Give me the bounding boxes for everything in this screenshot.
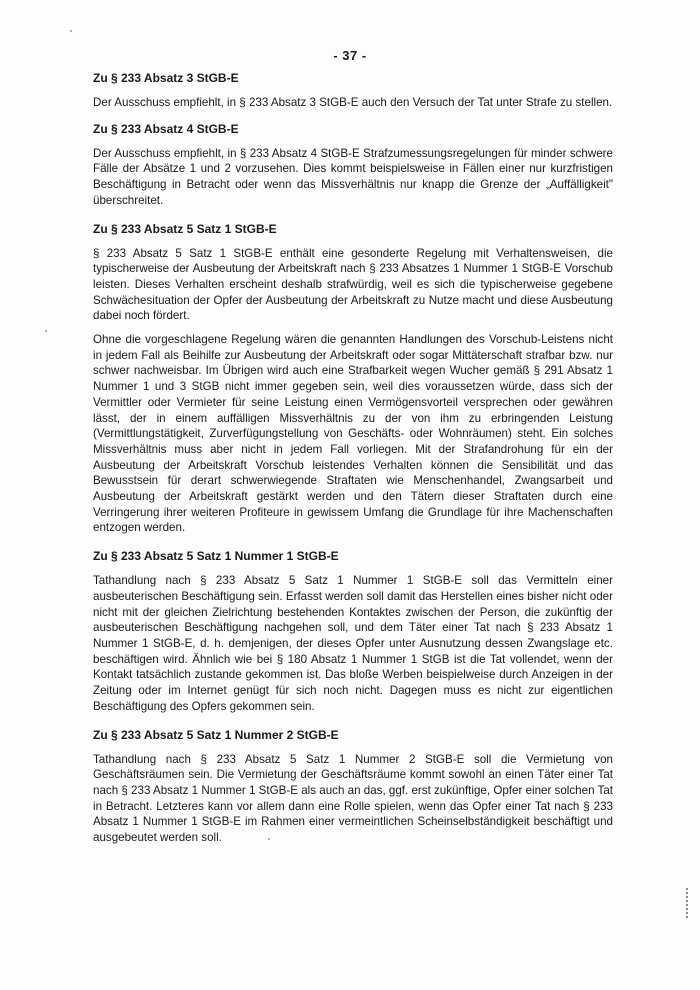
section-heading: Zu § 233 Absatz 5 Satz 1 StGB-E (93, 221, 277, 236)
scan-speck (45, 330, 47, 332)
section-absatz-5-satz-1-nummer-2 (93, 727, 613, 846)
section-absatz-3 (93, 70, 613, 111)
scan-edge-mark (686, 888, 694, 918)
section-absatz-5-satz-1-nummer-1 (93, 548, 613, 714)
scan-speck (268, 838, 270, 840)
section-heading: Zu § 233 Absatz 4 StGB-E (93, 121, 239, 136)
paragraph: § 233 Absatz 5 Satz 1 StGB-E enthält eine gesonderte Regelung mit Verhaltensweisen, die typischerweise der Ausbeutung der Arbeitskraft nach § 233 Absatzes 1 Nummer 1 StGB-E Vorschub leisten. Dieses Verhalten erscheint deshalb strafwürdig, weil es sich die typischerweise gegebene Schwächesituation der Opfer der Ausbeutung der Arbeitskraft zu Nutze macht und diese Ausbeutung dabei noch fördert. (93, 246, 613, 323)
paragraph: Der Ausschuss empfiehlt, in § 233 Absatz 4 StGB-E Strafzumessungsregelungen für minder schwere Fälle der Absätze 1 und 2 vorzusehen. Dies kommt beispielsweise in Fällen einer nur kurzfristigen Beschäftigung in Betracht oder wenn das Missverhältnis nur knapp die Grenze der „Auffälligkeit" überschreitet. (93, 146, 613, 207)
paragraph: Tathandlung nach § 233 Absatz 5 Satz 1 Nummer 2 StGB-E soll die Vermietung von Geschäftsräumen sein. Die Vermietung der Geschäftsräume kommt sowohl an einen Täter einer Tat nach § 233 Absatz 1 Nummer 1 StGB-E als auch an das, ggf. erst zukünftige, Opfer einer solchen Tat in Betracht. Letzteres kann vor allem dann eine Rolle spielen, wenn das Opfer einer Tat nach § 233 Absatz 1 Nummer 1 StGB-E im Rahmen einer vermeintlichen Scheinselbständigkeit beschäftigt und ausgebeutet werden soll. (93, 752, 613, 845)
page-number: - 37 - (333, 48, 367, 63)
paragraph: Der Ausschuss empfiehlt, in § 233 Absatz 3 StGB-E auch den Versuch der Tat unter Strafe zu stellen. (93, 96, 613, 109)
document-body (93, 70, 613, 858)
section-absatz-4 (93, 121, 613, 209)
section-heading: Zu § 233 Absatz 5 Satz 1 Nummer 1 StGB-E (93, 549, 339, 564)
section-heading: Zu § 233 Absatz 5 Satz 1 Nummer 2 StGB-E (93, 727, 339, 742)
section-heading: Zu § 233 Absatz 3 StGB-E (93, 71, 239, 85)
paragraph: Tathandlung nach § 233 Absatz 5 Satz 1 Nummer 1 StGB-E soll das Vermitteln einer ausbeuterischen Beschäftigung sein. Erfasst werden soll damit das Herstellen eines bisher nicht oder nicht mit der gleichen Zielrichtung bestehenden Kontaktes zwischen der Person, die zukünftig der ausbeuterischen Beschäftigung nachgehen soll, und dem Täter einer Tat nach § 233 Absatz 1 Nummer 1 StGB-E, d. h. demjenigen, der dieses Opfer unter Ausnutzung dessen Zwangslage etc. beschäftigen wird. Ähnlich wie bei § 180 Absatz 1 Nummer 1 StGB ist die Tat vollendet, wenn der Kontakt tatsächlich zustande gekommen ist. Das bloße Werben beispielweise durch Anzeigen in der Zeitung oder im Internet genügt für sich noch nicht. Dagegen muss es nicht zur eigentlichen Beschäftigung des Opfers gekommen sein. (93, 574, 613, 713)
section-absatz-5-satz-1 (93, 221, 613, 537)
paragraph: Ohne die vorgeschlagene Regelung wären die genannten Handlungen des Vorschub-Leistens nicht in jedem Fall als Beihilfe zur Ausbeutung der Arbeitskraft oder sogar Mittäterschaft strafbar bzw. nur schwer nachweisbar. Im Übrigen wird auch eine Strafbarkeit wegen Wucher gemäß § 291 Absatz 1 Nummer 1 und 3 StGB nicht immer gegeben sein, weil dies voraussetzen würde, dass sich der Vermittler oder Vermieter für seine Leistung einen Vermögensvorteil versprechen oder gewähren lässt, der in einem auffälligen Missverhältnis zu der von ihm zu erbringenden Leistung (Vermittlungstätigkeit, Zurverfügungstellung von Geschäfts- oder Wohnräumen) steht. Ein solches Missverhältnis muss aber nicht in jedem Fall vorliegen. Mit der Strafandrohung für ein der Ausbeutung der Arbeitskraft Vorschub leistendes Verhalten können die Sensibilität und das Bewusstsein für derart schwerwiegende Straftaten wie Menschenhandel, Zwangsarbeit und Ausbeutung der Arbeitskraft gestärkt werden und den Tätern dieser Straftaten durch eine Verringerung ihrer weiteren Profiteure in gewissem Umfang die Grundlage für ihre Machenschaften entzogen werden. (93, 333, 613, 535)
scan-speck (70, 30, 72, 32)
